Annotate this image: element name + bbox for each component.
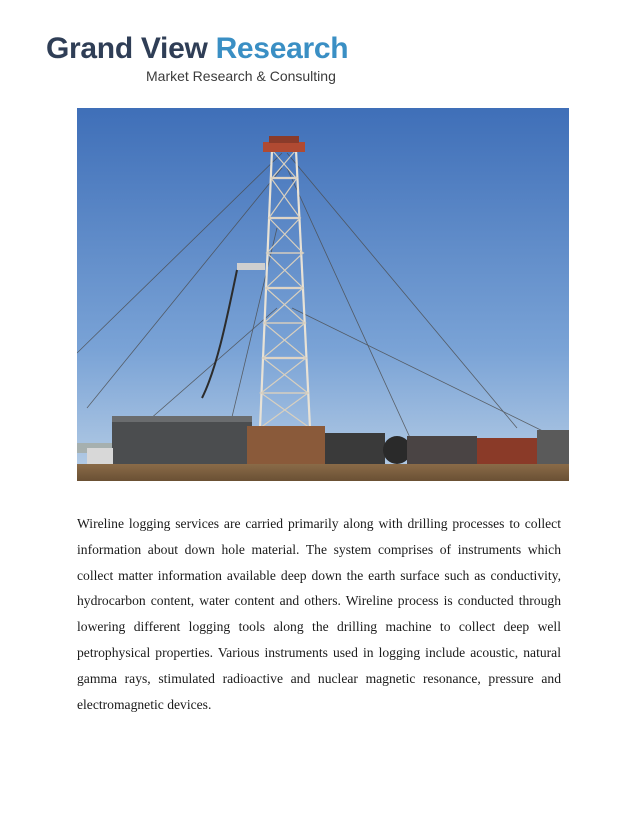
- company-logo: [46, 32, 366, 88]
- drilling-rig-photo: [77, 108, 569, 481]
- logo-word-research: Research: [215, 32, 349, 65]
- body-paragraph: Wireline logging services are carried primarily along with drilling processes to collect information about down hole material. The system comprises of instruments which collect matter information available deep down the earth surface such as conductivity, hydrocarbon content, water content and others. Wireline process is conducted through lowering different logging tools along the drilling machine to collect deep well petrophysical properties. Various instruments used in logging include acoustic, natural gamma rays, stimulated radioactive and nuclear magnetic resonance, pressure and electromagnetic devices.: [77, 516, 561, 712]
- logo-word-grand-view: Grand View: [46, 32, 208, 65]
- logo-tagline: Market Research & Consulting: [146, 68, 336, 84]
- logo-name: [46, 32, 348, 66]
